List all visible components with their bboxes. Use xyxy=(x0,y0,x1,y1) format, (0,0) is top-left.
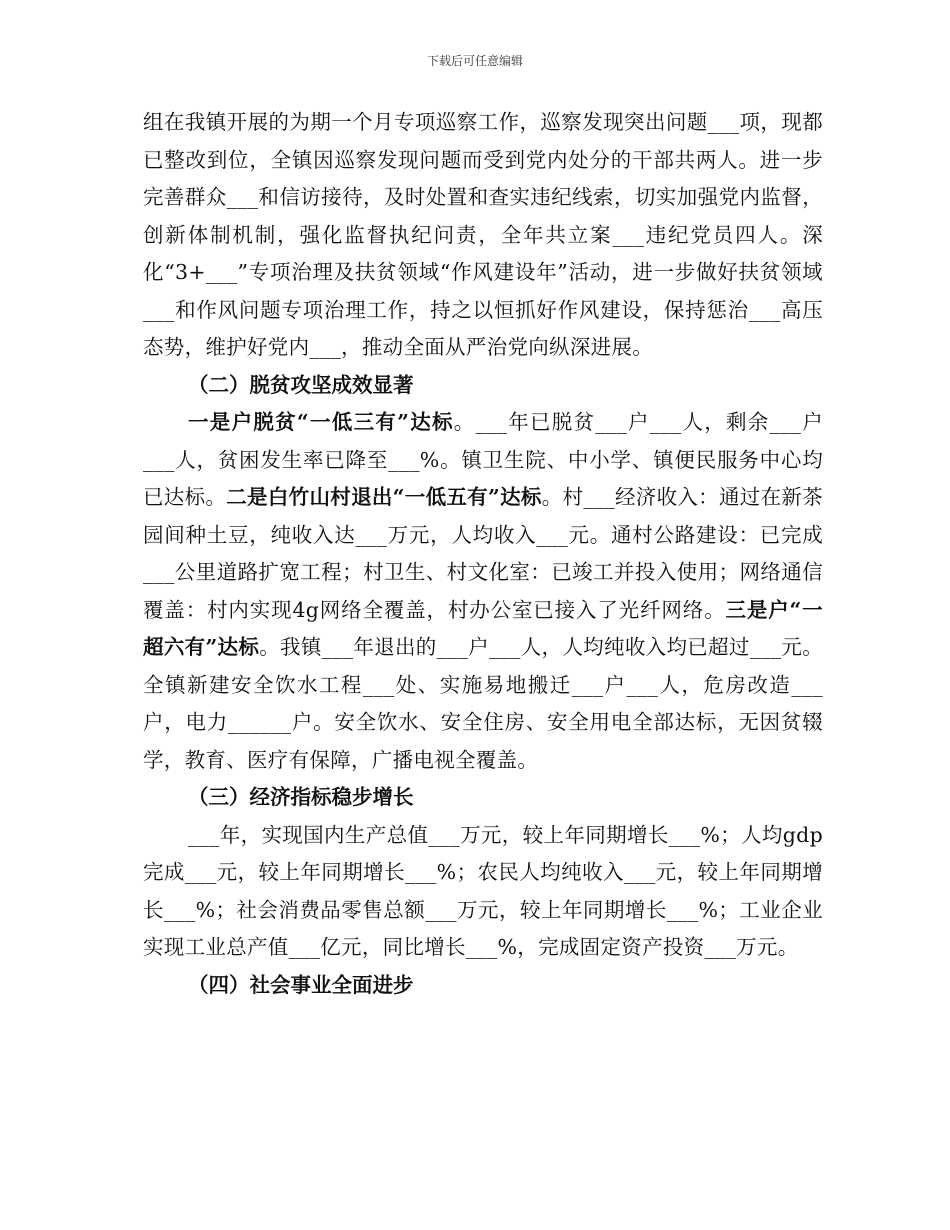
document-body xyxy=(143,104,823,1004)
point-three-text: 。我镇___年退出的___户___人，人均纯收入均已超过___元。全镇新建安全饮水工程___处、实施易地搬迁___户___人，危房改造___户，电力______户。安全饮水、安全住房、安全用电全部达标，无因贫辍学，教育、医疗有保障，广播电视全覆盖。 xyxy=(143,635,824,772)
paragraph-economy: ___年，实现国内生产总值___万元，较上年同期增长___%；人均gdp完成___元，较上年同期增长___%；农民人均纯收入___元，较上年同期增长___%；社会消费品零售总额___万元，较上年同期增长___%；工业企业实现工业总产值___亿元，同比增长___%，完成固定资产投资___万元。 xyxy=(143,822,823,959)
page-header: 下载后可任意编辑 xyxy=(426,54,523,68)
point-two-text: 。村___经济收入：通过在新茶园间种土豆，纯收入达___万元，人均收入___元。通村公路建设：已完成___公里道路扩宽工程；村卫生、村文化室：已竣工并投入使用；网络通信覆盖：村内实现4g网络全覆盖，村办公室已接入了光纤网络。 xyxy=(143,485,824,622)
point-three-title: 三是户“一超六有”达标 xyxy=(143,597,823,659)
section-heading-poverty: （二）脱贫攻坚成效显著 xyxy=(188,372,414,397)
section-heading-economy: （三）经济指标稳步增长 xyxy=(188,785,414,809)
point-two-title: 二是白竹山村退出“一低五有”达标 xyxy=(226,485,542,509)
section-heading-social: （四）社会事业全面进步 xyxy=(188,972,414,997)
point-one-text: 。___年已脱贫___户___人，剩余___户___人，贫困发生率已降至___%。镇卫生院、中小学、镇便民服务中心均已达标。 xyxy=(143,410,823,509)
paragraph-poverty xyxy=(143,404,823,779)
point-one-title: 一是户脱贫“一低三有”达标 xyxy=(188,410,454,434)
paragraph-supervision: 组在我镇开展的为期一个月专项巡察工作，巡察发现突出问题___项，现都已整改到位，全镇因巡察发现问题而受到党内处分的干部共两人。进一步完善群众___和信访接待，及时处置和查实违纪线索，切实加强党内监督，创新体制机制，强化监督执纪问责，全年共立案___违纪党员四人。深化“3+___”专项治理及扶贫领域“作风建设年”活动，进一步做好扶贫领域___和作风问题专项治理工作，持之以恒抓好作风建设，保持惩治___高压态势，维护好党内___，推动全面从严治党向纵深进展。 xyxy=(143,110,823,359)
